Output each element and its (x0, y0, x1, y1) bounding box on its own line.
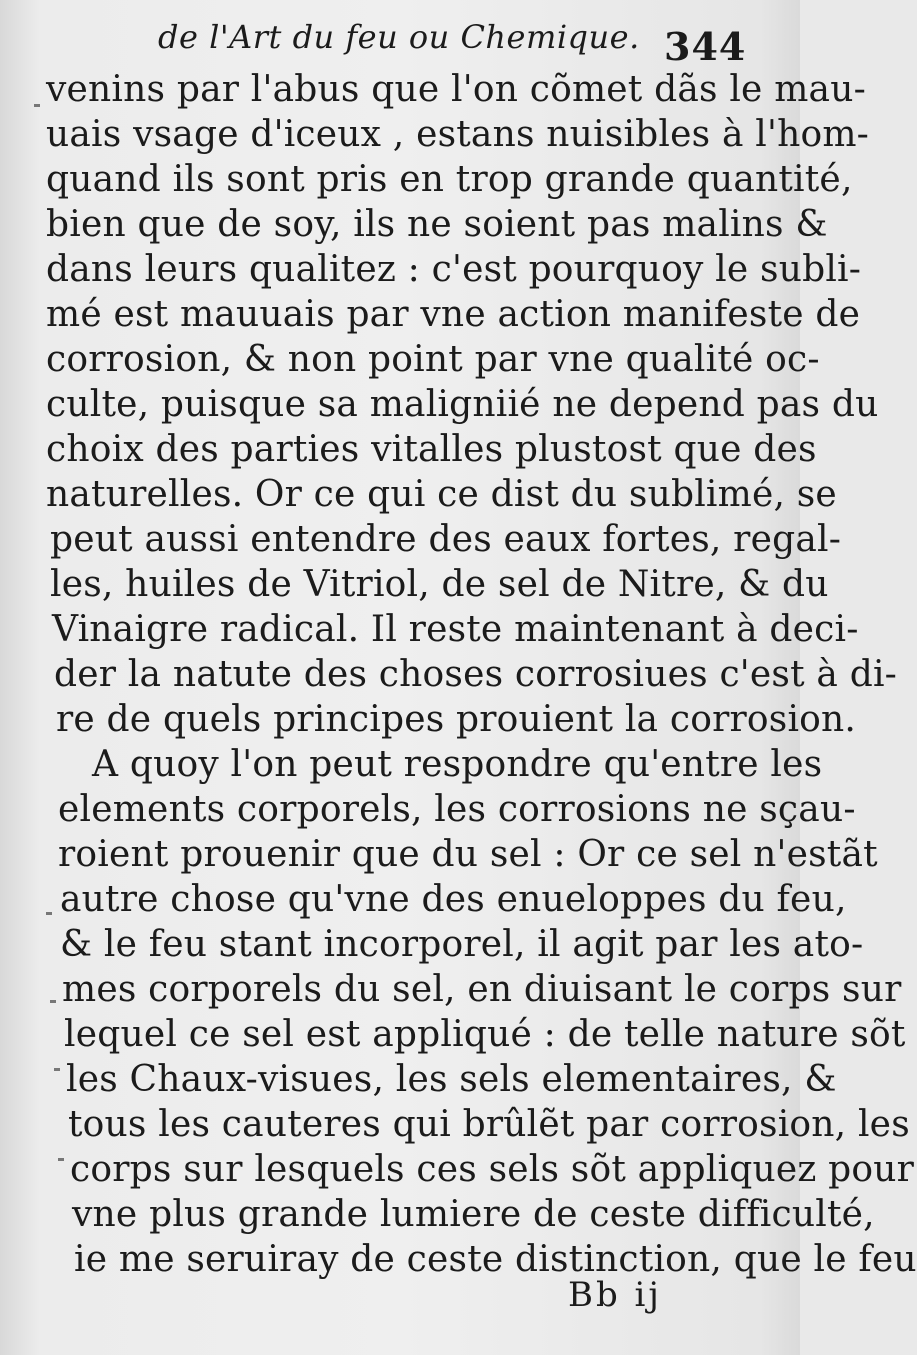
page-header (0, 14, 800, 74)
running-head: de l'Art du feu ou Chemique. (158, 18, 640, 56)
text-line: A quoy l'on peut respondre qu'entre les (92, 744, 823, 785)
text-line: der la natute des choses corrosiues c'est à di- (54, 654, 898, 695)
text-line: venins par l'abus que l'on cõmet dãs le mau- (46, 69, 866, 110)
text-line: corps sur lesquels ces sels sõt appliquez pour (70, 1149, 915, 1190)
text-line: ie me seruiray de ceste distinction, que le feu (74, 1239, 917, 1280)
margin-mark (54, 1068, 60, 1071)
text-line: re de quels principes prouient la corrosion. (56, 699, 857, 740)
text-line: corrosion, & non point par vne qualité oc- (46, 339, 820, 380)
text-line: bien que de soy, ils ne soient pas malins & (46, 204, 828, 245)
text-line: mes corporels du sel, en diuisant le corps sur (62, 969, 902, 1010)
text-line: mé est mauuais par vne action manifeste de (46, 294, 861, 335)
text-line: uais vsage d'iceux , estans nuisibles à l'hom- (46, 114, 870, 155)
margin-mark (58, 1158, 64, 1161)
text-line: peut aussi entendre des eaux fortes, regal- (50, 519, 842, 560)
text-line: les, huiles de Vitriol, de sel de Nitre, & du (50, 564, 829, 605)
text-line: tous les cauteres qui brûlẽt par corrosion, les (68, 1104, 910, 1145)
text-line: roient prouenir que du sel : Or ce sel n'estãt (58, 834, 878, 875)
text-line: elements corporels, les corrosions ne sçau- (58, 789, 856, 830)
margin-mark (46, 912, 52, 915)
text-line: dans leurs qualitez : c'est pourquoy le subli- (46, 249, 862, 290)
text-line: quand ils sont pris en trop grande quantité, (46, 159, 853, 200)
text-line: les Chaux-visues, les sels elementaires, & (66, 1059, 837, 1100)
page-number: 344 (664, 24, 747, 69)
text-line: Vinaigre radical. Il reste maintenant à deci- (52, 609, 859, 650)
text-line: autre chose qu'vne des enueloppes du feu, (60, 879, 847, 920)
text-line: & le feu stant incorporel, il agit par les ato- (60, 924, 864, 965)
margin-mark (50, 1000, 56, 1003)
text-line: naturelles. Or ce qui ce dist du sublimé, se (46, 474, 837, 515)
text-line: lequel ce sel est appliqué : de telle nature sõt (64, 1014, 906, 1055)
text-line: culte, puisque sa maligniié ne depend pas du (46, 384, 879, 425)
signature-mark: Bb ij (568, 1275, 662, 1315)
margin-mark (34, 104, 40, 107)
text-line: vne plus grande lumiere de ceste difficulté, (72, 1194, 875, 1235)
text-line: choix des parties vitalles plustost que des (46, 429, 817, 470)
